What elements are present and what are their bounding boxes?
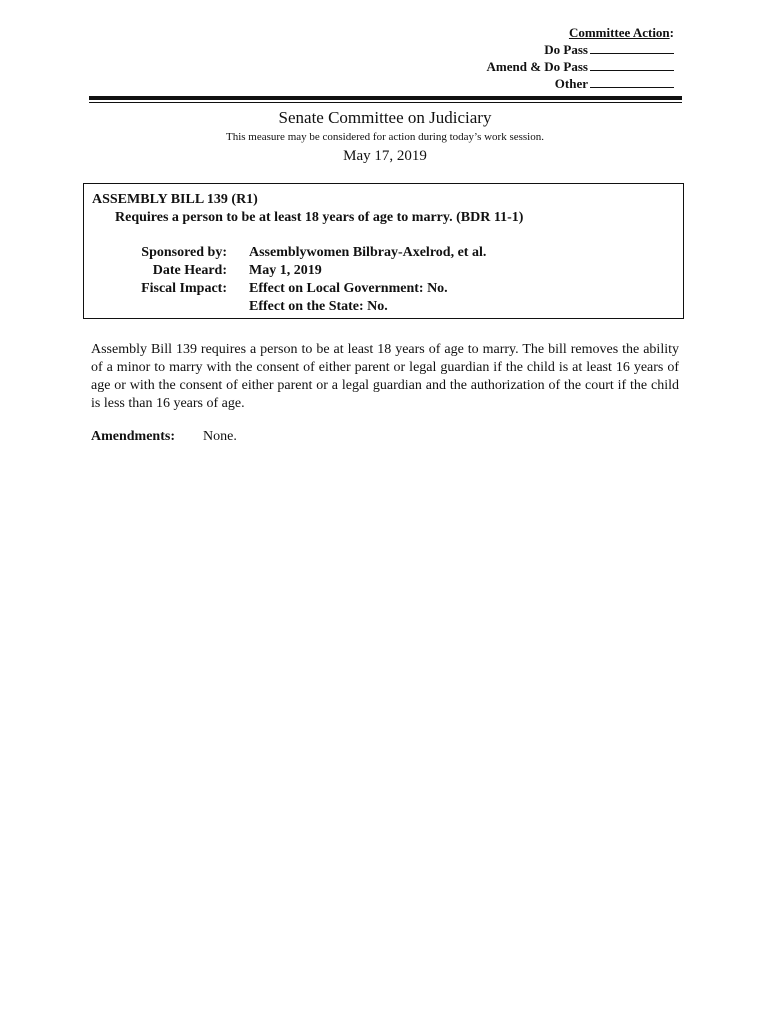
committee-action-title: Committee Action xyxy=(568,25,670,40)
amendments-label: Amendments: xyxy=(91,429,175,444)
do-pass-blank xyxy=(590,42,674,54)
bill-description: Assembly Bill 139 requires a person to be at least 18 years of age to marry. The bill removes the ability of a minor to marry with the consent of either parent or legal guardian if the child is at least 16 years of age or with the consent of either parent or a legal guardian and the authorization of the court if the child is less than 16 years of age. xyxy=(91,342,679,411)
amendments-value: None. xyxy=(203,429,237,444)
amend-do-pass-blank xyxy=(590,59,674,71)
date-heard-label: Date Heard: xyxy=(152,263,227,278)
committee-name: Senate Committee on Judiciary xyxy=(278,108,492,127)
bill-meta-values xyxy=(249,244,486,316)
bill-title: ASSEMBLY BILL 139 (R1) xyxy=(92,192,258,207)
sponsored-by-label: Sponsored by: xyxy=(141,245,227,260)
committee-action-heading xyxy=(487,24,674,41)
other-label: Other xyxy=(554,76,588,91)
amend-do-pass-row xyxy=(487,58,674,75)
fiscal-impact-label: Fiscal Impact: xyxy=(141,281,227,296)
other-row xyxy=(487,75,674,92)
work-session-note: This measure may be considered for action during today’s work session. xyxy=(225,131,544,143)
committee-action-block xyxy=(487,24,674,92)
header-rule-thin xyxy=(89,102,682,103)
date-heard-value: May 1, 2019 xyxy=(249,263,322,278)
do-pass-row xyxy=(487,41,674,58)
do-pass-label: Do Pass xyxy=(544,42,588,57)
bill-meta-labels xyxy=(141,244,227,298)
committee-action-colon: : xyxy=(669,25,674,40)
amendments-row xyxy=(91,429,237,445)
bill-summary-box xyxy=(83,183,684,319)
other-blank xyxy=(590,76,674,88)
amend-do-pass-label: Amend & Do Pass xyxy=(486,59,588,74)
fiscal-state-value: Effect on the State: No. xyxy=(249,299,388,314)
header-rule-thick xyxy=(89,96,682,100)
bill-summary: Requires a person to be at least 18 years of age to marry. (BDR 11-1) xyxy=(115,210,524,225)
fiscal-local-value: Effect on Local Government: No. xyxy=(249,281,448,296)
sponsored-by-value: Assemblywomen Bilbray-Axelrod, et al. xyxy=(249,245,487,260)
hearing-date: May 17, 2019 xyxy=(343,148,427,164)
